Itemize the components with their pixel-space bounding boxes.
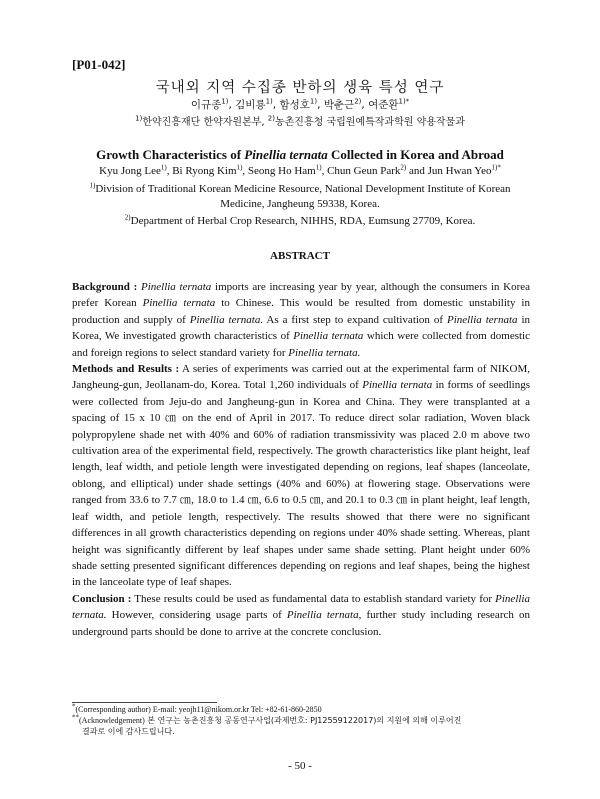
english-affiliation-1: $^{1)}$Division of Traditional Korean Medicine Resource, National Development Institute of Korean Medicine, Jangheung 59338, Korea.	[89, 181, 511, 210]
abstract-body	[72, 279, 530, 640]
background-paragraph: Background : Pinellia ternata imports are increasing year by year, although the consumers in Korea prefer Korean Pinellia ternata to Chinese. This would be resulted from domestic unstability in production and supply of Pinellia ternata. As a first step to expand cultivation of Pinellia ternata in Korea, We investigated growth characteristics of Pinellia ternata which were collected from domestic and foreign regions to select standard variety for Pinellia ternata.	[72, 281, 531, 359]
kr-author: 박춘근	[323, 99, 355, 111]
korean-title: 국내외 지역 수집종 반하의 생육 특성 연구	[155, 80, 445, 96]
methods-paragraph: Methods and Results : A series of experiments was carried out at the experimental farm of NIKOM, Jangheung-gun, Jeollanam-do, Korea. Total 1,260 individuals of Pinellia ternata in forms of seedlings were collected from Jeju-do and Jangheung-gun in Korea and China. They were transplanted at a spacing of 15 x 10 ㎝ on the end of April in 2017. To reduce direct solar radiation, Woven black polypropylene shade net with 40% and 60% of radiation transmissivity was placed 2.0 m above two cultivation area of the experimental field, respectively. The growth characteristics like plant height, leaf length, leaf width, and petiole length were investigated depending on regions, leaf shapes (lanceolate, oblong, and elliptical) under shade settings (40% and 60%) at flowering stage. Observations were ranged from 33.6 to 7.7 ㎝, 18.0 to 1.4 ㎝, 6.6 to 0.5 ㎝, and 20.1 to 0.3 ㎝ in plant height, leaf length, leaf width, and petiole length, respectively. The results showed that there were no significant differences in all growth characteristics depending on regions under 40% shade setting. Whereas, plant height was significantly different by leaf shapes under same shade setting. Plant height under 60% shade setting presented significant differences depending on regions and leaf shapes, being the highest in the lanceolate type of leaf shapes.	[72, 363, 530, 589]
abstract-heading: ABSTRACT	[270, 250, 330, 262]
kr-author: 이규종	[190, 99, 222, 111]
page-number: - 50 -	[288, 760, 312, 772]
english-affiliation-2: $^{2)}$Department of Herbal Crop Research, NIHHS, RDA, Eumsung 27709, Korea.	[124, 213, 476, 227]
kr-author: 함성호	[279, 99, 310, 111]
english-title: Growth Characteristics of Pinellia ternata Collected in Korea and Abroad	[96, 147, 504, 162]
paper-code: [P01-042]	[72, 57, 126, 72]
english-authors: Kyu Jong Lee$^{1)}$, Bi Ryong Kim$^{1)}$, Seong Ho Ham$^{1)}$, Chun Geun Park$^{2)}$ and Jun Hwan Yeo$^{1)*}$	[99, 163, 501, 177]
kr-author: 여준환	[368, 99, 399, 111]
kr-author: 김비룡	[235, 99, 266, 111]
footnote-divider	[72, 702, 217, 703]
conclusion-paragraph: Conclusion : These results could be used as fundamental data to establish standard variety for Pinellia ternata. However, considering usage parts of Pinellia ternata, further study including research on underground parts should be done to arrive at the concrete conclusion.	[72, 592, 530, 638]
footnote-corresponding-author: *(Corresponding author) E-mail: yeojh11@nikom.or.kr Tel: +82-61-860-2850	[72, 702, 322, 714]
korean-affiliations: $^{1)}$한약진흥재단 한약자원본부, $^{2)}$농촌진흥청 국립원예특작과학원 약용작물과	[135, 114, 465, 128]
footnote-acknowledgement: **(Acknowledgement) 본 연구는 농촌진흥청 공동연구사업(과제번호: PJ12559122017)의 지원에 의해 이루어진 결과로 이에 감사드립니다.	[72, 713, 462, 736]
korean-authors: 이규종$^{1)}$, 김비룡$^{1)}$, 함성호$^{1)}$, 박춘근$^{2)}$, 여준환$^{1)*}$	[190, 97, 410, 111]
